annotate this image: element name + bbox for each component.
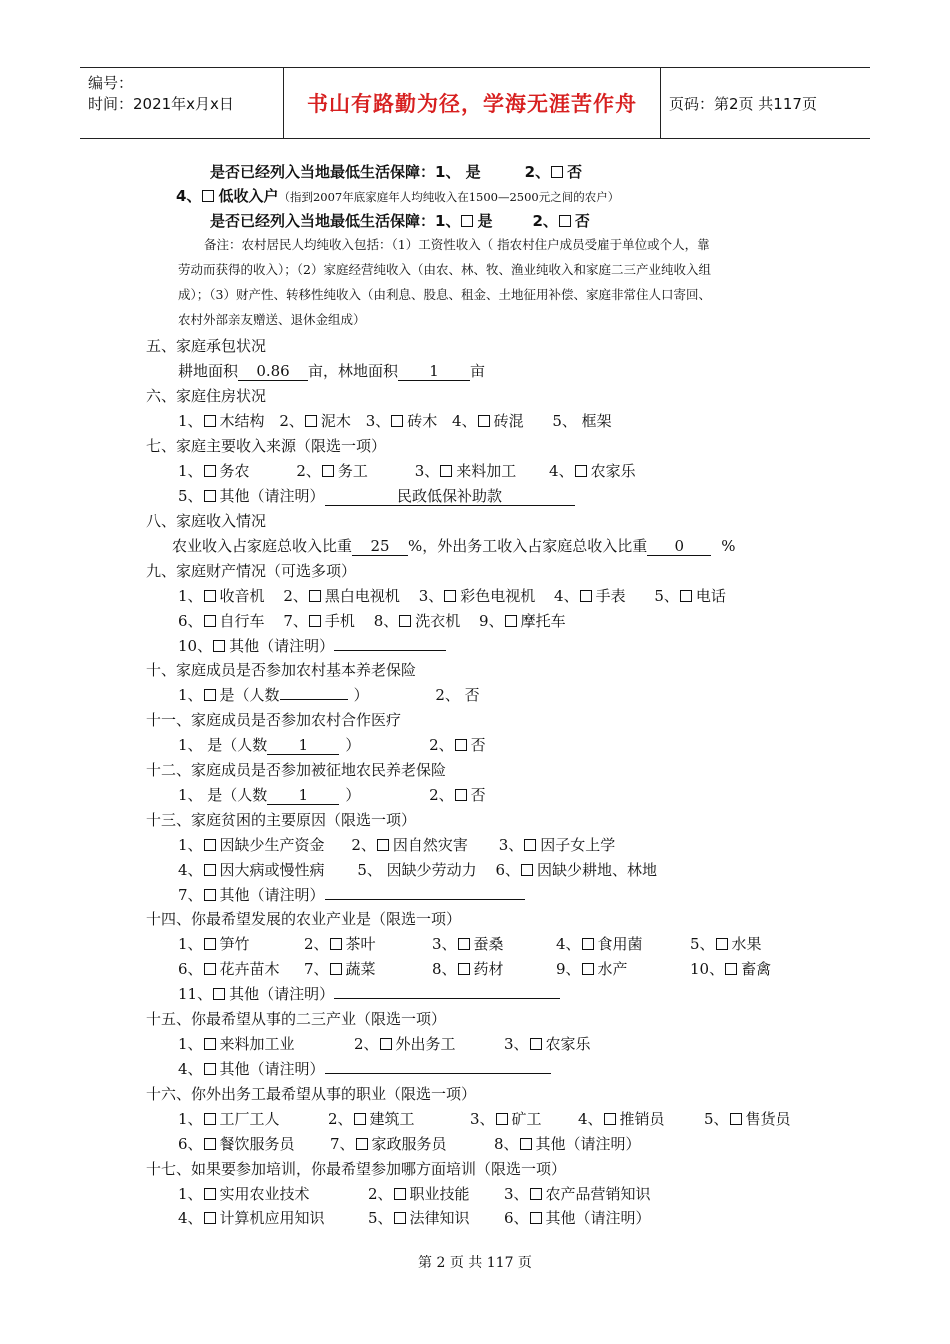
- checkbox[interactable]: [204, 864, 216, 876]
- section-17-row-1: [178, 1184, 651, 1204]
- opt-label: 蚕桑: [473, 935, 504, 953]
- q3-opt2-label: 否: [567, 163, 583, 181]
- checkbox[interactable]: [204, 1038, 216, 1050]
- section-12-row: [178, 785, 486, 805]
- section-10-title: 十、家庭成员是否参加农村基本养老保险: [146, 661, 417, 679]
- opt-num: 9、: [556, 960, 581, 978]
- other-job-input[interactable]: [325, 1073, 551, 1074]
- checkbox[interactable]: [582, 938, 594, 950]
- work-income-label: %，外出务工收入占家庭总收入比重: [408, 537, 648, 555]
- opt-num: 1、: [178, 587, 203, 605]
- checkbox[interactable]: [530, 1188, 542, 1200]
- opt-label: 黑白电视机: [324, 587, 400, 605]
- opt-num: 6、: [504, 1209, 529, 1227]
- section-7-title: 七、家庭主要收入来源（限选一项）: [146, 437, 387, 455]
- other-industry-input[interactable]: [334, 998, 560, 999]
- opt-num: 1、: [178, 935, 203, 953]
- q4-label: 是否已经列入当地最低生活保障：1、: [210, 212, 461, 230]
- note-line-3: 成）；（3）财产性、转移性纯收入（由利息、股息、租金、土地征用补偿、家庭非常住人口寄回、: [178, 287, 711, 302]
- opt-label: 砖混: [493, 412, 524, 430]
- opt-num: 5、: [654, 587, 679, 605]
- checkbox[interactable]: [309, 590, 321, 602]
- opt-label: 因缺少耕地、林地: [536, 861, 657, 879]
- opt-num: 4、: [549, 462, 574, 480]
- checkbox[interactable]: [204, 415, 216, 427]
- checkbox[interactable]: [204, 963, 216, 975]
- q4-opt2-label: 否: [574, 212, 590, 230]
- opt-label: 务农: [219, 462, 250, 480]
- item4-label: 低收入户: [218, 187, 279, 205]
- checkbox[interactable]: [204, 689, 216, 701]
- opt-label: 药材: [473, 960, 504, 978]
- section-16-row-1: [178, 1109, 791, 1129]
- opt-num: 3、: [498, 836, 524, 854]
- opt-num: 8、: [432, 960, 457, 978]
- opt-num: 2、: [354, 1035, 379, 1053]
- land-pension-count-value[interactable]: 1: [267, 787, 339, 805]
- checkbox[interactable]: [575, 465, 587, 477]
- opt-num: 6、: [495, 861, 520, 879]
- opt-label: 1、 是（人数: [178, 786, 268, 804]
- checkbox[interactable]: [444, 590, 456, 602]
- checkbox[interactable]: [530, 1212, 542, 1224]
- opt-label: 5、 因缺少劳动力: [357, 861, 477, 879]
- opt-num: 4、: [578, 1110, 603, 1128]
- section-16-row-2: [178, 1134, 641, 1154]
- opt-num: 5、: [368, 1209, 393, 1227]
- opt-num: 2、: [429, 786, 454, 804]
- opt-label: 因自然灾害: [392, 836, 468, 854]
- note-line-4: 农村外部亲友赠送、退休金组成）: [178, 312, 366, 327]
- opt-label: 农产品营销知识: [545, 1185, 651, 1203]
- opt-num: 7、: [330, 1135, 355, 1153]
- opt-label: 务工: [337, 462, 368, 480]
- checkbox[interactable]: [478, 415, 490, 427]
- opt-label: 来料加工: [456, 462, 517, 480]
- opt-label: 其他（请注明）: [545, 1209, 651, 1227]
- opt-label: 实用农业技术: [219, 1185, 310, 1203]
- opt-label: 农家乐: [545, 1035, 591, 1053]
- checkbox[interactable]: [530, 1038, 542, 1050]
- checkbox[interactable]: [330, 938, 342, 950]
- opt-num: 2、: [296, 462, 321, 480]
- checkbox[interactable]: [458, 963, 470, 975]
- code-label: 编号：: [88, 74, 134, 92]
- opt-label: 因大病或慢性病: [219, 861, 325, 879]
- section-5-title: 五、家庭承包状况: [146, 337, 267, 355]
- opt-label: 计算机应用知识: [219, 1209, 325, 1227]
- opt-label: 外出务工: [395, 1035, 456, 1053]
- opt-label: 法律知识: [409, 1209, 470, 1227]
- section-14-title: 十四、你最希望发展的农业产业是（限选一项）: [146, 910, 462, 928]
- checkbox[interactable]: [399, 615, 411, 627]
- agri-income-label: 农业收入占家庭总收入比重: [172, 537, 353, 555]
- section-7-row-1: [178, 461, 636, 481]
- section-13-title: 十三、家庭贫困的主要原因（限选一项）: [146, 811, 417, 829]
- opt-label: 洗衣机: [415, 612, 461, 630]
- opt-num: 6、: [178, 960, 203, 978]
- checkbox[interactable]: [461, 215, 473, 227]
- opt-label: 家政服务员: [371, 1135, 447, 1153]
- opt-num: 7、: [283, 612, 308, 630]
- opt-label: 来料加工业: [219, 1035, 295, 1053]
- section-9-title: 九、家庭财产情况（可选多项）: [146, 562, 357, 580]
- opt-label: 自行车: [219, 612, 265, 630]
- opt-label: 2、 否: [435, 686, 480, 704]
- checkbox[interactable]: [204, 590, 216, 602]
- opt-label: 其他（请注明）: [219, 487, 325, 505]
- agri-income-value[interactable]: 25: [352, 538, 408, 556]
- item4-note: （指到2007年底家庭年人均纯收入在1500—2500元之间的农户）: [278, 190, 620, 204]
- motto-text: 书山有路勤为径，学海无涯苦作舟: [307, 92, 637, 116]
- opt-num: 2、: [304, 935, 329, 953]
- opt-label: 售货员: [745, 1110, 791, 1128]
- q4-opt1-label: 是: [477, 212, 493, 230]
- opt-label: 否: [470, 786, 486, 804]
- opt-num: 3、: [365, 412, 391, 430]
- opt-num: 1、: [178, 1185, 203, 1203]
- section-11-row: [178, 735, 486, 755]
- forest-label: 亩，林地面积: [308, 362, 399, 380]
- opt-label: 电话: [695, 587, 726, 605]
- checkbox[interactable]: [524, 839, 536, 851]
- opt-num: 10、: [178, 637, 213, 655]
- opt-num: 8、: [373, 612, 399, 630]
- opt-num: 4、: [556, 935, 581, 953]
- other-assets-input[interactable]: [334, 650, 446, 651]
- note-line-1: 备注：农村居民人均纯收入包括：（1）工资性收入（ 指农村住户成员受雇于单位或个人，靠: [204, 237, 710, 252]
- opt-num: 10、: [690, 960, 725, 978]
- opt-label: 泥木: [320, 412, 351, 430]
- opt-num: 3、: [504, 1185, 529, 1203]
- checkbox[interactable]: [725, 963, 737, 975]
- opt-label: 因缺少生产资金: [219, 836, 325, 854]
- opt-num: 1、: [178, 836, 203, 854]
- opt-label: 5、 框架: [552, 412, 612, 430]
- opt-label: 其他（请注明）: [229, 985, 335, 1003]
- checkbox[interactable]: [716, 938, 728, 950]
- opt-num: 11、: [178, 985, 213, 1003]
- opt-num: 7、: [178, 886, 203, 904]
- note-line-2: 劳动而获得的收入）；（2）家庭经营纯收入（由农、林、牧、渔业纯收入和家庭二三产业纯收入组: [178, 262, 711, 277]
- checkbox[interactable]: [455, 789, 467, 801]
- checkbox[interactable]: [204, 465, 216, 477]
- opt-num: 5、: [704, 1110, 729, 1128]
- opt-label: 收音机: [219, 587, 265, 605]
- section-11-title: 十一、家庭成员是否参加农村合作医疗: [146, 711, 402, 729]
- opt-label: 手机: [324, 612, 355, 630]
- header-meta: [80, 68, 284, 138]
- opt-num: 1、: [178, 1035, 203, 1053]
- checkbox[interactable]: [204, 1188, 216, 1200]
- section-13-row-3: [178, 885, 525, 905]
- opt-num: 7、: [304, 960, 329, 978]
- checkbox[interactable]: [204, 1063, 216, 1075]
- other-reason-input[interactable]: [325, 899, 525, 900]
- opt-num: 3、: [504, 1035, 529, 1053]
- section-9-row-1: [178, 586, 726, 606]
- opt-num: 1、: [178, 462, 203, 480]
- section-7-row-2: [178, 486, 575, 506]
- opt-label: 其他（请注明）: [535, 1135, 641, 1153]
- opt-label: 食用菌: [597, 935, 643, 953]
- checkbox[interactable]: [680, 590, 692, 602]
- checkbox[interactable]: [213, 640, 225, 652]
- farmland-value[interactable]: 0.86: [238, 363, 308, 381]
- checkbox[interactable]: [204, 889, 216, 901]
- opt-label: 建筑工: [369, 1110, 415, 1128]
- checkbox[interactable]: [604, 1113, 616, 1125]
- opt-num: 5、: [690, 935, 715, 953]
- checkbox[interactable]: [521, 864, 533, 876]
- opt-label: 木结构: [219, 412, 265, 430]
- checkbox[interactable]: [559, 215, 571, 227]
- opt-label: 其他（请注明）: [219, 886, 325, 904]
- opt-label: 花卉苗木: [219, 960, 280, 978]
- checkbox[interactable]: [202, 190, 214, 202]
- opt-label: 矿工: [511, 1110, 542, 1128]
- opt-label: 1、 是（人数: [178, 736, 268, 754]
- section-6-row: [178, 411, 612, 431]
- section-17-title: 十七、如果要参加培训，你最希望参加哪方面培训（限选一项）: [146, 1160, 567, 1178]
- opt-num: 1、: [178, 686, 203, 704]
- checkbox[interactable]: [377, 839, 389, 851]
- opt-num: 5、: [178, 487, 203, 505]
- opt-num: 1、: [178, 412, 203, 430]
- checkbox[interactable]: [305, 415, 317, 427]
- checkbox[interactable]: [354, 1113, 366, 1125]
- opt-num: 2、: [328, 1110, 353, 1128]
- date-label: 时间：2021年x月x日: [88, 95, 234, 113]
- opt-label: 推销员: [619, 1110, 665, 1128]
- section-8-title: 八、家庭收入情况: [146, 512, 267, 530]
- opt-num: 4、: [554, 587, 579, 605]
- header-page: [661, 68, 870, 138]
- checkbox[interactable]: [204, 1138, 216, 1150]
- opt-num: 8、: [494, 1135, 519, 1153]
- checkbox[interactable]: [391, 415, 403, 427]
- opt-num: 2、: [279, 412, 304, 430]
- opt-num: 3、: [414, 462, 440, 480]
- checkbox[interactable]: [204, 1113, 216, 1125]
- other-income-value[interactable]: 民政低保补助款: [325, 488, 575, 506]
- section-6-title: 六、家庭住房状况: [146, 387, 267, 405]
- section-14-row-3: [178, 984, 560, 1004]
- section-15-title: 十五、你最希望从事的二三产业（限选一项）: [146, 1010, 447, 1028]
- medical-count-value[interactable]: 1: [267, 737, 339, 755]
- opt-num: 4、: [178, 861, 203, 879]
- opt-label: 其他（请注明）: [219, 1060, 325, 1078]
- forest-unit: 亩: [470, 362, 486, 380]
- checkbox[interactable]: [551, 166, 563, 178]
- checkbox[interactable]: [505, 615, 517, 627]
- opt-num: 4、: [178, 1060, 203, 1078]
- opt-num: 4、: [178, 1209, 203, 1227]
- opt-num: 2、: [429, 736, 454, 754]
- q3-row: [210, 162, 582, 182]
- checkbox[interactable]: [309, 615, 321, 627]
- opt-label: 砖木: [407, 412, 438, 430]
- farmland-label: 耕地面积: [178, 362, 239, 380]
- item4-num: 4、: [176, 187, 202, 205]
- item4-row: [176, 186, 619, 207]
- section-14-row-2: [178, 959, 771, 979]
- section-15-row-1: [178, 1034, 591, 1054]
- pension-count-input[interactable]: [280, 699, 348, 700]
- paren-close: ）: [353, 686, 369, 704]
- page-header: [80, 67, 870, 139]
- section-13-row-2: [178, 860, 657, 880]
- opt-num: 4、: [452, 412, 477, 430]
- opt-label: 摩托车: [520, 612, 566, 630]
- forest-value[interactable]: 1: [398, 363, 470, 381]
- q4-opt2-num: 2、: [532, 212, 558, 230]
- checkbox[interactable]: [204, 839, 216, 851]
- opt-num: 6、: [178, 612, 203, 630]
- checkbox[interactable]: [380, 1038, 392, 1050]
- checkbox[interactable]: [455, 739, 467, 751]
- section-12-title: 十二、家庭成员是否参加被征地农民养老保险: [146, 761, 447, 779]
- page-footer: 第 2 页 共 117 页: [418, 1255, 532, 1271]
- checkbox[interactable]: [440, 465, 452, 477]
- q3-label: 是否已经列入当地最低生活保障：1、 是: [210, 163, 481, 181]
- paren-close: ）: [345, 786, 361, 804]
- opt-label: 否: [470, 736, 486, 754]
- checkbox[interactable]: [394, 1188, 406, 1200]
- section-8-row: [172, 536, 736, 556]
- opt-label: 水产: [597, 960, 628, 978]
- opt-num: 9、: [479, 612, 504, 630]
- page-label: 页码：第2页 共117页: [669, 94, 817, 113]
- checkbox[interactable]: [520, 1138, 532, 1150]
- q4-row: [210, 211, 590, 231]
- opt-label: 因子女上学: [540, 836, 616, 854]
- opt-label: 蔬菜: [345, 960, 376, 978]
- opt-label: 是（人数: [219, 686, 280, 704]
- opt-label: 职业技能: [409, 1185, 470, 1203]
- opt-num: 3、: [418, 587, 444, 605]
- opt-num: 3、: [432, 935, 457, 953]
- opt-num: 2、: [283, 587, 308, 605]
- opt-num: 6、: [178, 1135, 203, 1153]
- section-15-row-2: [178, 1059, 551, 1079]
- opt-num: 1、: [178, 1110, 203, 1128]
- section-9-row-3: [178, 636, 446, 656]
- opt-label: 农家乐: [590, 462, 636, 480]
- checkbox[interactable]: [356, 1138, 368, 1150]
- checkbox[interactable]: [394, 1212, 406, 1224]
- checkbox[interactable]: [496, 1113, 508, 1125]
- checkbox[interactable]: [204, 615, 216, 627]
- section-5-row: [178, 361, 485, 381]
- checkbox[interactable]: [204, 938, 216, 950]
- checkbox[interactable]: [582, 963, 594, 975]
- opt-label: 笋竹: [219, 935, 250, 953]
- opt-label: 茶叶: [345, 935, 376, 953]
- checkbox[interactable]: [204, 1212, 216, 1224]
- section-9-row-2: [178, 611, 566, 631]
- opt-num: 2、: [368, 1185, 393, 1203]
- opt-label: 餐饮服务员: [219, 1135, 295, 1153]
- section-14-row-1: [178, 934, 762, 954]
- section-16-title: 十六、你外出务工最希望从事的职业（限选一项）: [146, 1085, 477, 1103]
- paren-close: ）: [345, 736, 361, 754]
- work-income-value[interactable]: 0: [647, 538, 711, 556]
- opt-label: 工厂工人: [219, 1110, 280, 1128]
- opt-num: 2、: [351, 836, 376, 854]
- section-13-row-1: [178, 835, 615, 855]
- checkbox[interactable]: [330, 963, 342, 975]
- opt-label: 手表: [595, 587, 626, 605]
- checkbox[interactable]: [730, 1113, 742, 1125]
- section-10-row: [178, 685, 480, 705]
- checkbox[interactable]: [204, 490, 216, 502]
- percent-unit: %: [721, 537, 736, 555]
- checkbox[interactable]: [580, 590, 592, 602]
- checkbox[interactable]: [458, 938, 470, 950]
- opt-num: 3、: [470, 1110, 495, 1128]
- opt-label: 其他（请注明）: [229, 637, 335, 655]
- opt-label: 水果: [731, 935, 762, 953]
- checkbox[interactable]: [322, 465, 334, 477]
- q3-opt2-num: 2、: [524, 163, 551, 181]
- checkbox[interactable]: [213, 988, 225, 1000]
- opt-label: 畜禽: [741, 960, 772, 978]
- section-17-row-2: [178, 1208, 651, 1228]
- opt-label: 彩色电视机: [460, 587, 536, 605]
- header-motto: [284, 68, 661, 138]
